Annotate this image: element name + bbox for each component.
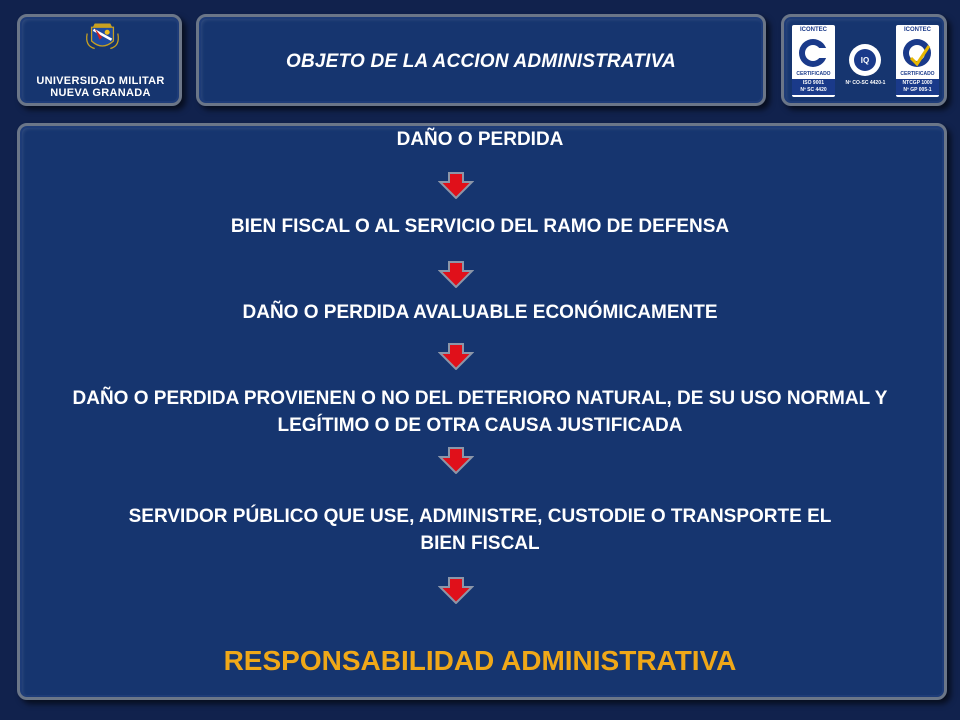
down-arrow-icon: [438, 171, 474, 199]
university-crest-icon: [40, 21, 165, 71]
cert-standard-line: NTCGP 1000: [902, 80, 933, 86]
icontec-logo-icon: [795, 36, 832, 70]
flow-step-1: DAÑO O PERDIDA: [396, 129, 564, 150]
university-name-line2: NUEVA GRANADA: [50, 87, 151, 99]
iqnet-number: Nº CO-SC 4420-1: [845, 80, 886, 86]
iqnet-certificate: [844, 25, 887, 97]
cert-label: CERTIFICADO: [900, 71, 935, 77]
svg-text:IQ: IQ: [860, 56, 870, 65]
cert-brand: ICONTEC: [800, 27, 827, 33]
icontec-gp-logo-icon: [899, 36, 936, 70]
cert-standard: [792, 79, 835, 95]
cert-brand: ICONTEC: [904, 27, 931, 33]
result-title: RESPONSABILIDAD ADMINISTRATIVA: [223, 645, 737, 676]
iqnet-logo-icon: [847, 43, 884, 77]
flow-step-2: BIEN FISCAL O AL SERVICIO DEL RAMO DE DEFENSA: [230, 216, 730, 237]
cert-label: CERTIFICADO: [796, 71, 831, 77]
flow-step-5: SERVIDOR PÚBLICO QUE USE, ADMINISTRE, CUSTODIE O TRANSPORTE EL BIEN FISCAL: [128, 506, 832, 554]
title-panel: [196, 14, 766, 106]
page-title: OBJETO DE LA ACCION ADMINISTRATIVA: [286, 51, 676, 72]
down-arrow-icon: [438, 576, 474, 604]
flow-step-4: DAÑO O PERDIDA PROVIENEN O NO DEL DETERIORO NATURAL, DE SU USO NORMAL Y LEGÍTIMO O DE OTRA CAUSA JUSTIFICADA: [72, 388, 888, 436]
icontec-ntcgp-certificate: [896, 25, 939, 97]
cert-number: Nº SC 4420: [800, 87, 827, 93]
cert-standard: [896, 79, 939, 95]
certifications-panel: [781, 14, 947, 106]
down-arrow-icon: [438, 260, 474, 288]
flow-step-3: DAÑO O PERDIDA AVALUABLE ECONÓMICAMENTE: [242, 302, 718, 323]
down-arrow-icon: [438, 342, 474, 370]
cert-standard-line: ISO 9001: [802, 80, 825, 86]
university-name-line1: UNIVERSIDAD MILITAR: [36, 75, 165, 87]
down-arrow-icon: [438, 446, 474, 474]
icontec-iso-certificate: [792, 25, 835, 97]
logo-panel: [17, 14, 182, 106]
cert-number: Nº GP 005-1: [903, 87, 932, 93]
